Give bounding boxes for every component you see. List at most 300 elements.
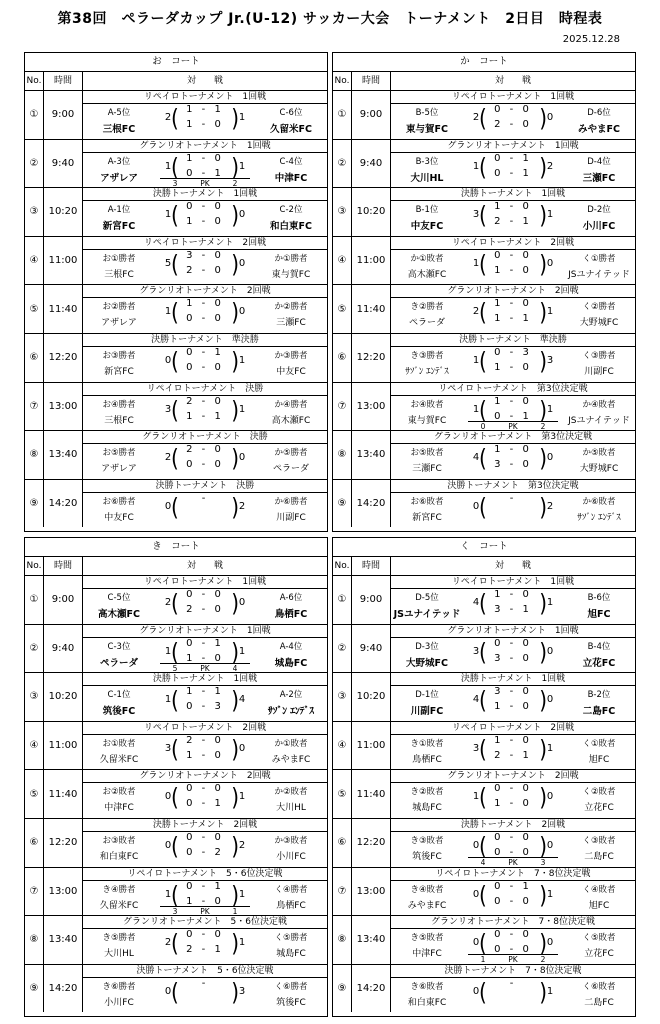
team-b-name: 城島FC	[276, 949, 306, 960]
first-half-score: 3 - 0	[494, 686, 532, 698]
team-a-total: 1	[164, 209, 172, 221]
team-b-total: 1	[546, 597, 554, 608]
table-row	[25, 334, 327, 383]
round-name: 決勝トーナメント 準決勝	[83, 334, 327, 347]
second-half-score: 0 - 0	[494, 846, 532, 858]
team-b-seed: く②敗者	[582, 787, 616, 798]
team-a-total: 3	[164, 742, 172, 754]
paren-left: (	[171, 200, 179, 230]
court-title: き コート	[25, 538, 327, 557]
match-number: ③	[333, 188, 352, 236]
team-a-total: 5	[164, 257, 172, 269]
team-b-name: JSユナイテッド	[568, 269, 630, 280]
match-time: 14:20	[352, 965, 391, 1013]
match-time: 13:40	[44, 431, 83, 479]
team-b-seed: D-2位	[587, 205, 611, 216]
team-a-name: 中友FC	[104, 512, 134, 523]
match-time: 14:20	[352, 480, 391, 528]
pk-label: PK	[508, 857, 518, 867]
team-b-total: 1	[238, 937, 246, 949]
paren-right: )	[539, 685, 547, 715]
table-row	[333, 770, 635, 819]
match-number: ①	[333, 576, 352, 624]
team-a-total: 0	[164, 985, 172, 997]
round-name: グランリオトーナメント 1回戦	[83, 625, 327, 638]
team-a-seed: A-3位	[107, 156, 131, 167]
first-half-score: 0 - 0	[186, 783, 224, 795]
team-a-seed: き⑥勝者	[102, 981, 136, 992]
team-b-name: 二島FC	[582, 706, 616, 718]
first-half-score: 1 - 1	[186, 104, 224, 115]
paren-left: (	[479, 395, 487, 424]
second-half-score: 0 - 0	[494, 944, 532, 956]
paren-left: (	[479, 152, 487, 181]
pk-score-b: 2	[540, 421, 546, 431]
team-b-seed: か⑤勝者	[274, 448, 308, 459]
pk-score-b: 3	[540, 857, 546, 867]
table-row	[25, 770, 327, 819]
team-b-name: ｻｿﾞﾝ ｴﾝﾃﾞｽ	[267, 706, 315, 718]
team-a-name: みやまFC	[407, 900, 447, 911]
team-a-total: 2	[472, 112, 480, 123]
table-row	[333, 868, 635, 917]
team-b-seed: B-6位	[587, 593, 611, 603]
team-a-name: 小川FC	[104, 997, 134, 1008]
team-b-name: 高木瀬FC	[271, 415, 311, 426]
first-half-score: 0 - 1	[186, 346, 224, 358]
team-a-name: 城島FC	[412, 803, 442, 814]
round-name: グランリオトーナメント 2回戦	[391, 770, 635, 783]
team-b-total: 0	[546, 452, 554, 464]
second-half-score: 0 - 0	[186, 313, 224, 325]
table-row	[25, 625, 327, 674]
match-cell	[391, 625, 635, 673]
paren-left: (	[171, 831, 179, 861]
court-title: く コート	[333, 538, 635, 557]
team-b-seed: く②勝者	[582, 302, 616, 313]
team-a-total: 1	[472, 354, 480, 366]
paren-right: )	[539, 831, 547, 861]
team-a-name: アザレア	[101, 318, 137, 329]
team-a-seed: き②勝者	[410, 302, 444, 313]
match-cell	[83, 237, 327, 285]
team-b-seed: か⑥敗者	[582, 496, 616, 507]
team-a-name: 新宮FC	[412, 512, 442, 523]
match-number: ⑤	[25, 285, 44, 333]
team-b-total: 0	[546, 839, 554, 851]
paren-left: (	[171, 734, 179, 764]
second-half-score: 2 - 1	[186, 944, 224, 956]
match-time: 13:40	[44, 916, 83, 964]
paren-left: (	[171, 395, 179, 424]
pk-label: PK	[200, 906, 210, 916]
team-a-total: 4	[472, 452, 480, 464]
team-b-name: 三瀬FC	[582, 172, 616, 184]
team-a-name: 三根FC	[102, 124, 136, 135]
match-time: 9:40	[352, 140, 391, 188]
table-row	[25, 868, 327, 917]
table-row	[25, 91, 327, 140]
paren-right: )	[539, 103, 547, 133]
paren-left: (	[479, 685, 487, 715]
match-time: 13:00	[44, 868, 83, 916]
team-b-seed: く⑥勝者	[274, 981, 308, 992]
round-name: 決勝トーナメント 2回戦	[83, 819, 327, 832]
paren-right: )	[539, 200, 547, 230]
pk-result	[468, 954, 558, 964]
match-number: ③	[333, 673, 352, 721]
team-a-name: アザレア	[100, 172, 138, 184]
team-a-name: 東与賀FC	[407, 415, 447, 426]
team-b-name: 久留米FC	[270, 124, 312, 135]
team-a-name: 中津FC	[104, 803, 134, 814]
header-time: 時間	[352, 557, 391, 575]
team-a-total: 4	[472, 597, 480, 608]
first-half-score: 0 - 1	[186, 880, 224, 892]
table-row	[333, 480, 635, 528]
match-time: 9:40	[44, 140, 83, 188]
match-number: ⑥	[333, 819, 352, 867]
match-cell	[391, 819, 635, 867]
court-table	[332, 537, 636, 1017]
team-a-seed: B-5位	[415, 108, 439, 118]
table-header	[333, 72, 635, 91]
team-b-total: 1	[546, 985, 554, 997]
match-cell	[391, 334, 635, 382]
second-half-score: 1 - 0	[494, 798, 532, 810]
match-number: ⑨	[25, 480, 44, 528]
header-no: No.	[333, 72, 352, 90]
team-b-seed: く⑥敗者	[582, 981, 616, 992]
match-cell	[83, 965, 327, 1013]
table-row	[333, 285, 635, 334]
pk-score-b: 2	[232, 178, 238, 188]
paren-right: )	[539, 395, 547, 424]
team-b-total: 0	[238, 742, 246, 754]
team-b-name: 旭FC	[587, 609, 611, 620]
court-table	[332, 52, 636, 532]
match-number: ⑧	[333, 431, 352, 479]
team-b-seed: く⑤敗者	[582, 933, 616, 944]
first-half-score: 1 - 0	[494, 589, 532, 600]
table-row	[25, 237, 327, 286]
team-a-name: 川副FC	[410, 706, 444, 718]
team-a-total: 1	[164, 306, 172, 318]
paren-right: )	[539, 734, 547, 764]
team-b-total: 1	[546, 306, 554, 318]
team-a-name: 和白東FC	[407, 997, 447, 1008]
round-name: 決勝トーナメント 1回戦	[83, 188, 327, 201]
team-b-name: 二島FC	[584, 851, 614, 862]
paren-right: )	[231, 831, 239, 861]
team-b-name: ペラーダ	[272, 464, 309, 475]
table-row	[333, 91, 635, 140]
match-time: 11:40	[352, 770, 391, 818]
second-half-score: 1 - 0	[186, 749, 224, 761]
team-b-total: 1	[238, 645, 246, 657]
match-cell	[391, 431, 635, 479]
team-b-seed: C-4位	[279, 156, 303, 167]
team-b-seed: A-4位	[279, 641, 303, 652]
round-name: リペイロトーナメント 2回戦	[83, 237, 327, 250]
paren-left: (	[171, 152, 179, 181]
paren-right: )	[231, 685, 239, 715]
first-half-score: 0 - 0	[494, 637, 532, 649]
match-time: 13:00	[352, 868, 391, 916]
second-half-score: 0 - 0	[186, 361, 224, 373]
second-half-score: 0 - 2	[186, 846, 224, 858]
team-b-total: 1	[238, 112, 246, 123]
table-row	[25, 722, 327, 771]
paren-right: )	[231, 249, 239, 279]
team-b-total: 1	[546, 403, 554, 415]
match-number: ⑦	[333, 383, 352, 431]
match-cell	[83, 819, 327, 867]
match-time: 9:40	[44, 625, 83, 673]
table-header	[25, 72, 327, 91]
team-b-total: 1	[546, 742, 554, 754]
team-a-seed: お②敗者	[102, 787, 136, 798]
team-a-seed: き④勝者	[102, 884, 136, 895]
first-half-score: 0 - 1	[186, 637, 224, 649]
second-half-score: 0 - 1	[494, 410, 532, 422]
match-cell	[83, 722, 327, 770]
match-number: ④	[333, 237, 352, 285]
team-b-seed: か②勝者	[274, 302, 308, 313]
team-b-seed: C-6位	[279, 108, 303, 118]
round-name: 決勝トーナメント 決勝	[83, 480, 327, 493]
second-half-score: 1 - 0	[186, 119, 224, 130]
round-name: リペイロトーナメント 1回戦	[391, 91, 635, 104]
team-a-seed: お④勝者	[102, 399, 136, 410]
team-b-seed: か②敗者	[274, 787, 308, 798]
paren-left: (	[479, 831, 487, 861]
team-b-total: 0	[238, 209, 246, 221]
second-half-score: 0 - 0	[186, 459, 224, 471]
paren-right: )	[231, 880, 239, 909]
team-a-seed: き⑤勝者	[102, 933, 136, 944]
match-number: ⑥	[333, 334, 352, 382]
match-number: ①	[333, 91, 352, 139]
team-b-seed: く①勝者	[582, 253, 616, 264]
team-a-seed: お⑤勝者	[102, 448, 136, 459]
match-cell	[83, 868, 327, 916]
pk-result	[468, 857, 558, 867]
team-a-seed: お⑤敗者	[410, 448, 444, 459]
first-half-score: 1 - 0	[186, 152, 224, 164]
team-a-total: 2	[472, 306, 480, 318]
match-time: 11:00	[44, 722, 83, 770]
round-name: 決勝トーナメント 準決勝	[391, 334, 635, 347]
second-half-score: 1 - 0	[186, 216, 224, 228]
team-b-name: 大野城FC	[579, 464, 619, 475]
round-name: グランリオトーナメント 5・6位決定戦	[83, 916, 327, 929]
second-half-score: 0 - 1	[186, 798, 224, 810]
team-a-seed: き③敗者	[410, 835, 444, 846]
team-b-name: 大野城FC	[579, 318, 619, 329]
table-row	[333, 722, 635, 771]
match-cell	[83, 431, 327, 479]
paren-left: (	[479, 734, 487, 764]
pk-result	[468, 421, 558, 431]
second-half-score: 2 - 1	[494, 749, 532, 761]
table-row	[333, 188, 635, 237]
team-a-seed: A-1位	[107, 205, 131, 216]
match-time: 9:00	[352, 576, 391, 624]
paren-right: )	[539, 152, 547, 181]
paren-right: )	[231, 103, 239, 133]
second-half-score: 2 - 1	[494, 216, 532, 228]
team-b-total: 1	[238, 791, 246, 803]
paren-right: )	[231, 637, 239, 666]
pk-score-a: 4	[480, 857, 486, 867]
team-b-name: 筑後FC	[276, 997, 306, 1008]
paren-left: (	[479, 588, 487, 618]
round-name: グランリオトーナメント 7・8位決定戦	[391, 916, 635, 929]
paren-right: )	[231, 395, 239, 424]
paren-left: (	[479, 249, 487, 279]
table-row	[333, 576, 635, 625]
team-b-name: 立花FC	[584, 803, 614, 814]
team-a-name: 大川HL	[410, 172, 444, 184]
first-half-score: 1 - 0	[494, 395, 532, 407]
team-b-seed: か⑥勝者	[274, 496, 308, 507]
team-a-total: 1	[164, 694, 172, 706]
paren-left: (	[479, 103, 487, 133]
team-b-name: 城島FC	[274, 657, 308, 669]
second-half-score: 0 - 3	[186, 701, 224, 713]
match-cell	[391, 480, 635, 528]
round-name: グランリオトーナメント 1回戦	[83, 140, 327, 153]
team-b-total: 1	[238, 354, 246, 366]
match-number: ④	[25, 237, 44, 285]
match-time: 9:00	[44, 576, 83, 624]
round-name: グランリオトーナメント 1回戦	[391, 140, 635, 153]
match-cell	[83, 673, 327, 721]
second-half-score: 0 - 1	[186, 167, 224, 179]
team-a-seed: き③勝者	[410, 350, 444, 361]
paren-left: (	[479, 928, 487, 958]
header-time: 時間	[44, 72, 83, 90]
team-a-name: アザレア	[101, 464, 137, 475]
team-b-total: 1	[238, 403, 246, 415]
match-cell	[391, 673, 635, 721]
first-half-score: 1 - 0	[494, 734, 532, 746]
team-b-seed: D-4位	[587, 156, 611, 167]
first-half-score: 2 - 0	[186, 444, 224, 456]
team-a-total: 1	[472, 791, 480, 803]
team-b-total: 0	[238, 257, 246, 269]
team-a-name: 三根FC	[104, 415, 134, 426]
first-half-score: 0 - 0	[186, 589, 224, 600]
team-b-total: 0	[546, 645, 554, 657]
team-b-name: 中友FC	[276, 366, 306, 377]
paren-right: )	[539, 492, 547, 522]
team-a-name: 鳥栖FC	[412, 754, 442, 765]
match-time: 12:20	[44, 819, 83, 867]
team-b-name: JSユナイテッド	[568, 415, 630, 426]
team-b-name: 大川HL	[276, 803, 306, 814]
team-a-total: 0	[472, 937, 480, 949]
paren-left: (	[171, 977, 179, 1007]
team-b-seed: く③勝者	[582, 350, 616, 361]
team-a-total: 1	[472, 403, 480, 415]
round-name: リペイロトーナメント 第3位決定戦	[391, 383, 635, 396]
team-b-seed: B-4位	[587, 641, 611, 652]
team-a-seed: C-3位	[107, 641, 131, 652]
team-a-total: 2	[164, 597, 172, 608]
match-number: ⑦	[25, 868, 44, 916]
team-b-name: 小川FC	[582, 221, 616, 233]
team-b-name: 鳥栖FC	[276, 900, 306, 911]
team-a-seed: お①敗者	[102, 738, 136, 749]
court-title: か コート	[333, 53, 635, 72]
match-cell	[391, 140, 635, 188]
team-b-total: 1	[546, 209, 554, 221]
team-b-total: 2	[546, 500, 554, 512]
first-half-score: 1 - 0	[494, 298, 532, 310]
team-a-name: 筑後FC	[102, 706, 136, 718]
team-a-total: 4	[472, 694, 480, 706]
team-b-name: ｻｿﾞﾝ ｴﾝﾃﾞｽ	[577, 512, 621, 523]
team-b-name: 川副FC	[584, 366, 614, 377]
paren-right: )	[539, 443, 547, 473]
team-b-total: 0	[238, 306, 246, 318]
team-a-name: 中津FC	[412, 949, 442, 960]
team-a-seed: き⑥敗者	[410, 981, 444, 992]
round-name: リペイロトーナメント 5・6位決定戦	[83, 868, 327, 881]
team-a-total: 0	[472, 888, 480, 900]
second-half-score: 1 - 0	[494, 264, 532, 276]
match-cell	[391, 868, 635, 916]
header-no: No.	[333, 557, 352, 575]
paren-left: (	[171, 880, 179, 909]
round-name: リペイロトーナメント 2回戦	[391, 237, 635, 250]
team-b-name: 旭FC	[588, 754, 610, 765]
pk-result	[160, 906, 250, 916]
team-a-seed: A-5位	[107, 108, 131, 118]
pk-score-a: 3	[172, 178, 178, 188]
team-b-seed: か①勝者	[274, 253, 308, 264]
team-b-name: 東与賀FC	[271, 269, 311, 280]
round-name: グランリオトーナメント 決勝	[83, 431, 327, 444]
first-half-score: 0 - 3	[494, 346, 532, 358]
court-title: お コート	[25, 53, 327, 72]
match-cell	[391, 770, 635, 818]
round-name: 決勝トーナメント 5・6位決定戦	[83, 965, 327, 978]
round-name: リペイロトーナメント 1回戦	[391, 576, 635, 589]
pk-score-b: 2	[540, 955, 546, 965]
match-cell	[391, 237, 635, 285]
team-a-seed: き②敗者	[410, 787, 444, 798]
paren-left: (	[479, 637, 487, 666]
paren-left: (	[479, 346, 487, 376]
team-a-name: ｻｿﾞﾝ ｴﾝﾃﾞｽ	[405, 366, 449, 377]
paren-right: )	[231, 734, 239, 764]
team-a-seed: お③勝者	[102, 350, 136, 361]
match-number: ③	[25, 188, 44, 236]
table-header	[333, 557, 635, 576]
pk-score-b: 1	[232, 906, 238, 916]
header-no: No.	[25, 557, 44, 575]
team-a-name: 東与賀FC	[406, 124, 448, 135]
pk-result	[160, 663, 250, 673]
round-name: 決勝トーナメント 第3位決定戦	[391, 480, 635, 493]
team-a-seed: B-3位	[415, 156, 439, 167]
paren-right: )	[231, 443, 239, 473]
first-half-score: -	[201, 977, 209, 989]
match-cell	[83, 770, 327, 818]
